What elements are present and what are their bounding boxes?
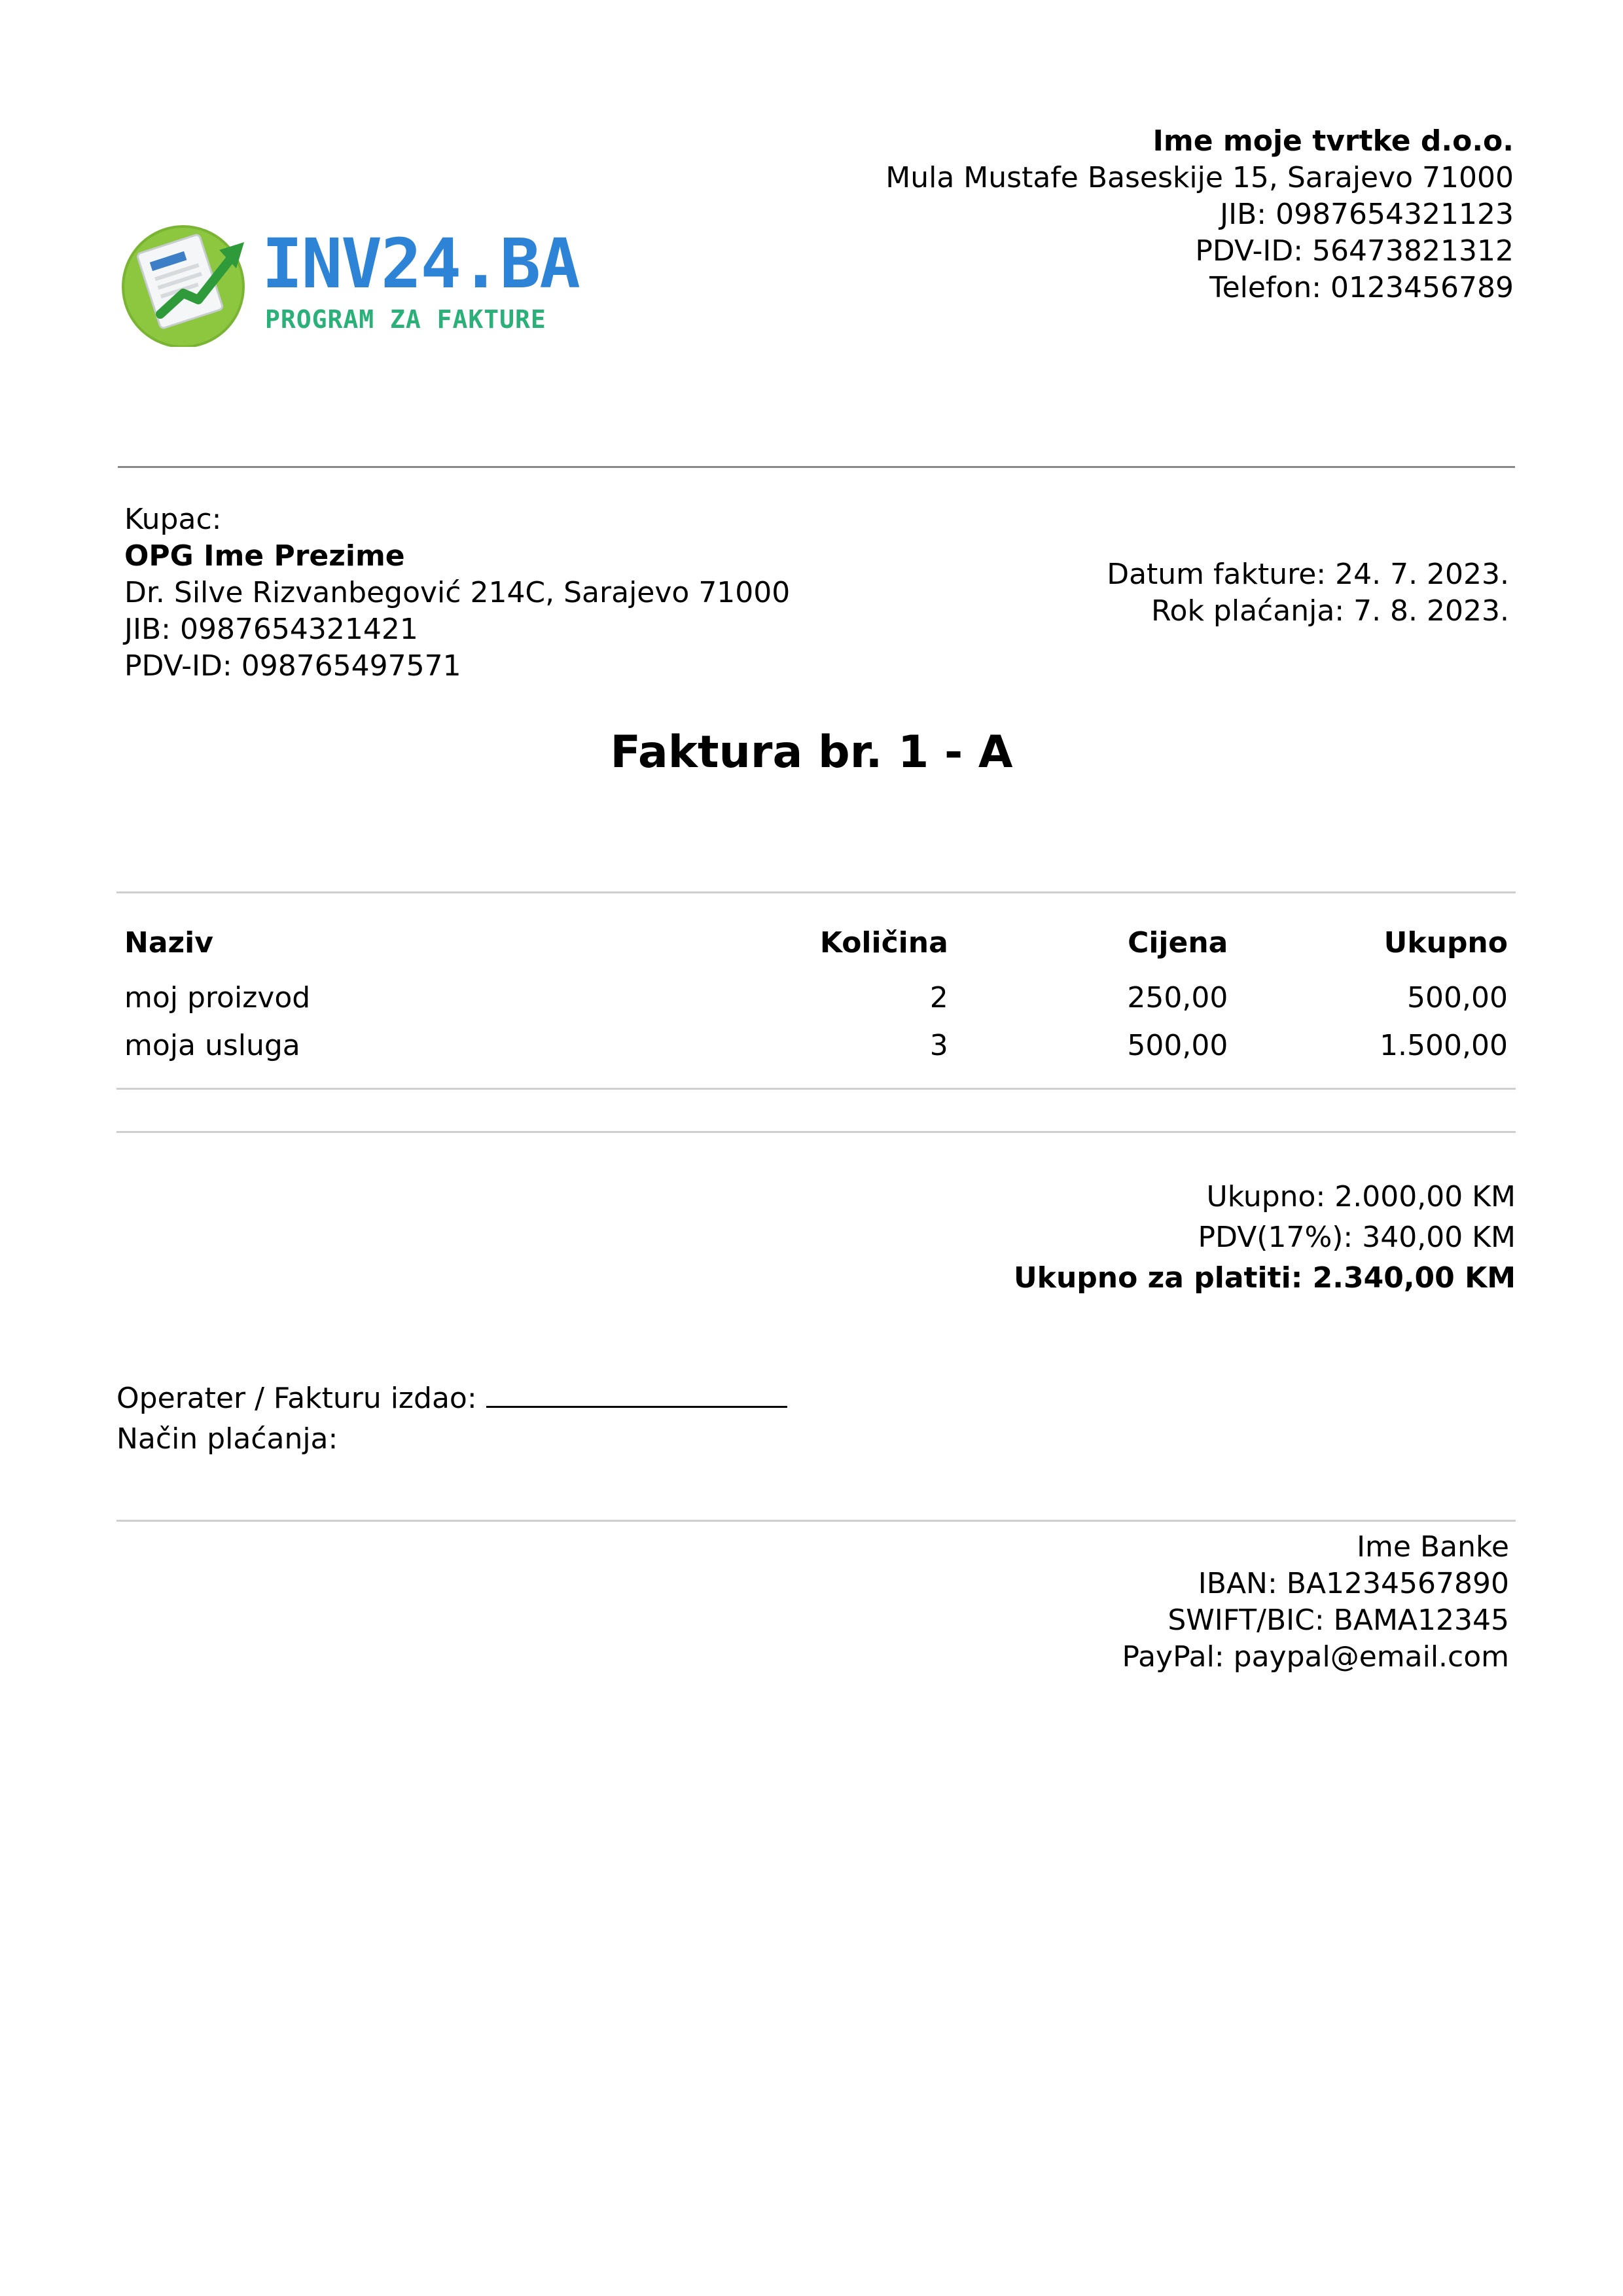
buyer-jib: JIB: 0987654321421 — [124, 613, 418, 646]
invoice-date: Datum fakture: 24. 7. 2023. — [1107, 558, 1509, 591]
item-qty: 2 — [929, 981, 948, 1014]
operator-signature-blank — [486, 1377, 787, 1408]
totals-divider — [116, 1131, 1516, 1133]
operator-label: Operater / Fakturu izdao: — [116, 1382, 477, 1415]
grand-total: Ukupno za platiti: 2.340,00 KM — [1013, 1261, 1516, 1295]
company-name: Ime moje tvrtke d.o.o. — [1152, 124, 1514, 158]
item-name: moja usluga — [124, 1029, 300, 1062]
item-total: 1.500,00 — [1380, 1029, 1508, 1062]
invoice-title: Faktura br. 1 - A — [610, 726, 1013, 778]
items-table — [116, 911, 1516, 1069]
signature-block — [116, 1377, 787, 1460]
company-jib: JIB: 0987654321123 — [1220, 198, 1514, 231]
bank-swift: SWIFT/BIC: BAMA12345 — [1168, 1604, 1509, 1637]
vat-amount: PDV(17%): 340,00 KM — [1198, 1221, 1516, 1254]
table-header-row — [116, 911, 1516, 974]
totals-block — [1014, 1177, 1516, 1299]
buyer-address: Dr. Silve Rizvanbegović 214C, Sarajevo 71000 — [124, 576, 791, 609]
item-price: 500,00 — [1127, 1029, 1228, 1062]
table-top-divider — [116, 891, 1516, 893]
logo-text: INV24.BA — [262, 224, 579, 304]
item-name: moj proizvod — [124, 981, 311, 1014]
company-phone: Telefon: 0123456789 — [1209, 271, 1514, 304]
table-row — [116, 1022, 1516, 1069]
col-header-price: Cijena — [1128, 925, 1228, 960]
bank-info — [1122, 1529, 1509, 1676]
logo-subtitle: PROGRAM ZA FAKTURE — [265, 305, 546, 334]
bank-paypal: PayPal: paypal@email.com — [1122, 1640, 1509, 1674]
invoice-dates — [1107, 556, 1509, 630]
buyer-info — [124, 501, 790, 685]
col-header-name: Naziv — [124, 925, 213, 960]
buyer-name: OPG Ime Prezime — [124, 539, 405, 573]
buyer-pdv-id: PDV-ID: 098765497571 — [124, 649, 461, 683]
item-qty: 3 — [929, 1029, 948, 1062]
subtotal: Ukupno: 2.000,00 KM — [1206, 1180, 1516, 1213]
col-header-total: Ukupno — [1383, 925, 1508, 960]
bank-iban: IBAN: BA1234567890 — [1198, 1567, 1509, 1600]
item-price: 250,00 — [1127, 981, 1228, 1014]
company-info — [885, 123, 1514, 306]
company-address: Mula Mustafe Baseskije 15, Sarajevo 71000 — [885, 161, 1514, 194]
item-total: 500,00 — [1407, 981, 1508, 1014]
table-bottom-divider — [116, 1088, 1516, 1090]
due-date: Rok plaćanja: 7. 8. 2023. — [1150, 594, 1509, 628]
buyer-label: Kupac: — [124, 503, 222, 536]
header-divider — [118, 466, 1515, 468]
company-pdv-id: PDV-ID: 56473821312 — [1195, 234, 1514, 268]
table-row — [116, 974, 1516, 1022]
col-header-qty: Količina — [819, 925, 948, 960]
document-growth-arrow-icon — [121, 216, 252, 347]
footer-divider — [116, 1520, 1516, 1522]
bank-name: Ime Banke — [1357, 1530, 1509, 1564]
payment-method-label: Način plaćanja: — [116, 1422, 338, 1456]
operator-line — [116, 1377, 787, 1419]
